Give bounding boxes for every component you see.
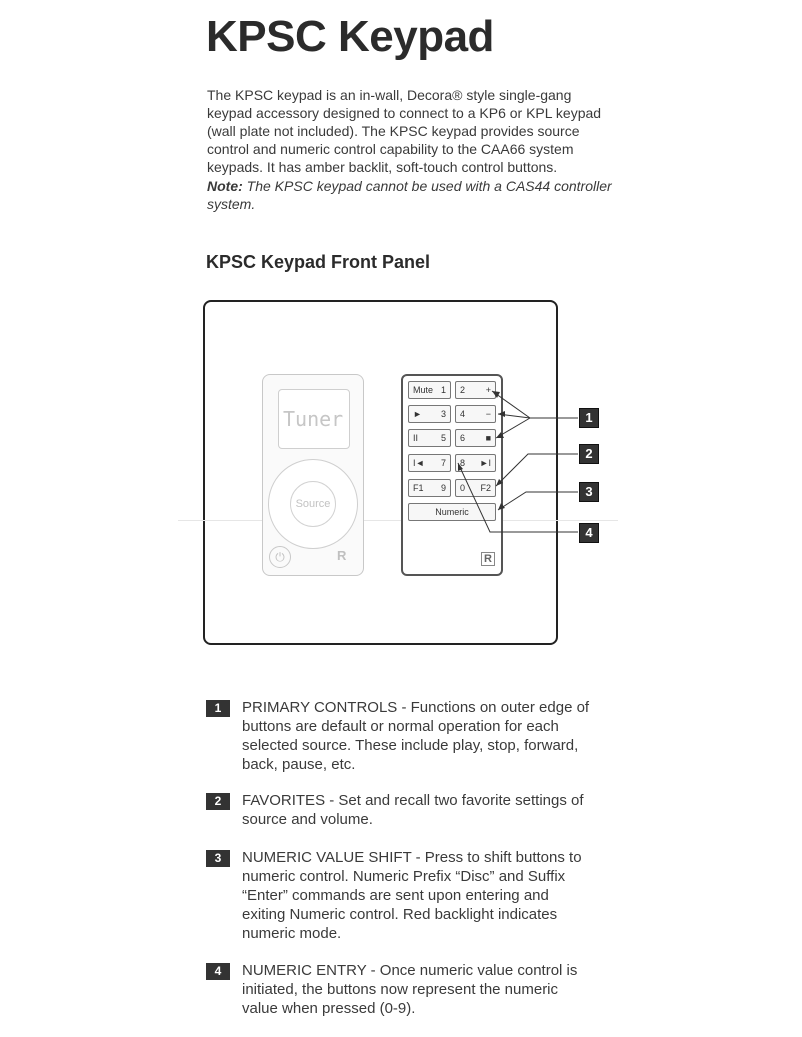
key-label-left: Mute (413, 385, 434, 395)
power-icon: ⏻ (269, 546, 291, 568)
key-label-right: 5 (440, 433, 446, 443)
key-label-left: 0 (460, 483, 466, 493)
note-text: The KPSC keypad cannot be used with a CAS44 controller system. (207, 178, 612, 212)
key-label-right: + (485, 385, 491, 395)
leader-2 (496, 454, 578, 486)
key-label-left: I◄ (413, 458, 425, 468)
leader-3 (498, 492, 578, 510)
legend-item-numeric-entry (206, 961, 596, 1018)
callout-badge-1: 1 (579, 408, 599, 428)
callout-badge-4: 4 (579, 523, 599, 543)
legend-text: PRIMARY CONTROLS - Functions on outer edge of buttons are default or normal operation for each selected source. These include play, stop, forward, back, pause, etc. (242, 699, 590, 773)
legend-number-badge: 3 (206, 850, 230, 867)
legend-item-primary-controls (206, 698, 596, 774)
key-label-right: F2 (480, 483, 491, 493)
key-label-right: ►I (479, 458, 491, 468)
key-label-center: Numeric (435, 507, 469, 517)
kpsc-logo: R (481, 552, 495, 566)
page-title: KPSC Keypad (206, 12, 494, 61)
key-label-right: 7 (440, 458, 446, 468)
arrowhead (492, 391, 500, 398)
kp6-display-text: Tuner (283, 407, 344, 431)
legend-text: NUMERIC ENTRY - Once numeric value control is initiated, the buttons now represent the numeric value when pressed (0-9). (242, 962, 578, 1017)
key-label-right: 3 (440, 409, 446, 419)
kp6-logo: R (337, 548, 347, 563)
kp6-source-button: Source (290, 481, 336, 527)
arrowhead (498, 411, 505, 417)
arrowhead (496, 432, 504, 438)
callout-badge-2: 2 (579, 444, 599, 464)
legend-item-numeric-value-shift (206, 848, 596, 943)
legend-text: FAVORITES - Set and recall two favorite settings of source and volume. (242, 792, 584, 828)
key-label-left: II (413, 433, 419, 443)
key-label-right: 1 (440, 385, 446, 395)
legend-item-favorites (206, 791, 596, 829)
key-label-left: 4 (460, 409, 466, 419)
callout-badge-3: 3 (579, 482, 599, 502)
key-label-right: 9 (440, 483, 446, 493)
note-label: Note: (207, 178, 243, 194)
legend-number-badge: 4 (206, 963, 230, 980)
arrowhead (458, 463, 463, 471)
key-label-right: − (485, 409, 491, 419)
section-title: KPSC Keypad Front Panel (206, 252, 431, 272)
intro-paragraph: The KPSC keypad is an in-wall, Decora® style single-gang keypad accessory designed to connect to a KP6 or KPL keypad (wall plate not included). The KPSC keypad provides source control and numeric control capability to the CAA66 system keypads. It has amber backlit, soft-touch control buttons. (207, 87, 602, 175)
key-label-right: ■ (485, 433, 491, 443)
legend-text: NUMERIC VALUE SHIFT - Press to shift buttons to numeric control. Numeric Prefix “Disc” and Suffix “Enter” commands are sent upon entering and exiting Numeric control. Red backlight indicates numeric mode. (242, 849, 582, 942)
key-label-left: 6 (460, 433, 466, 443)
key-label-left: F1 (413, 483, 424, 493)
legend-number-badge: 1 (206, 700, 230, 717)
key-label-left: 8 (460, 458, 466, 468)
key-label-left: 2 (460, 385, 466, 395)
legend-number-badge: 2 (206, 793, 230, 810)
key-label-left: ► (413, 409, 422, 419)
